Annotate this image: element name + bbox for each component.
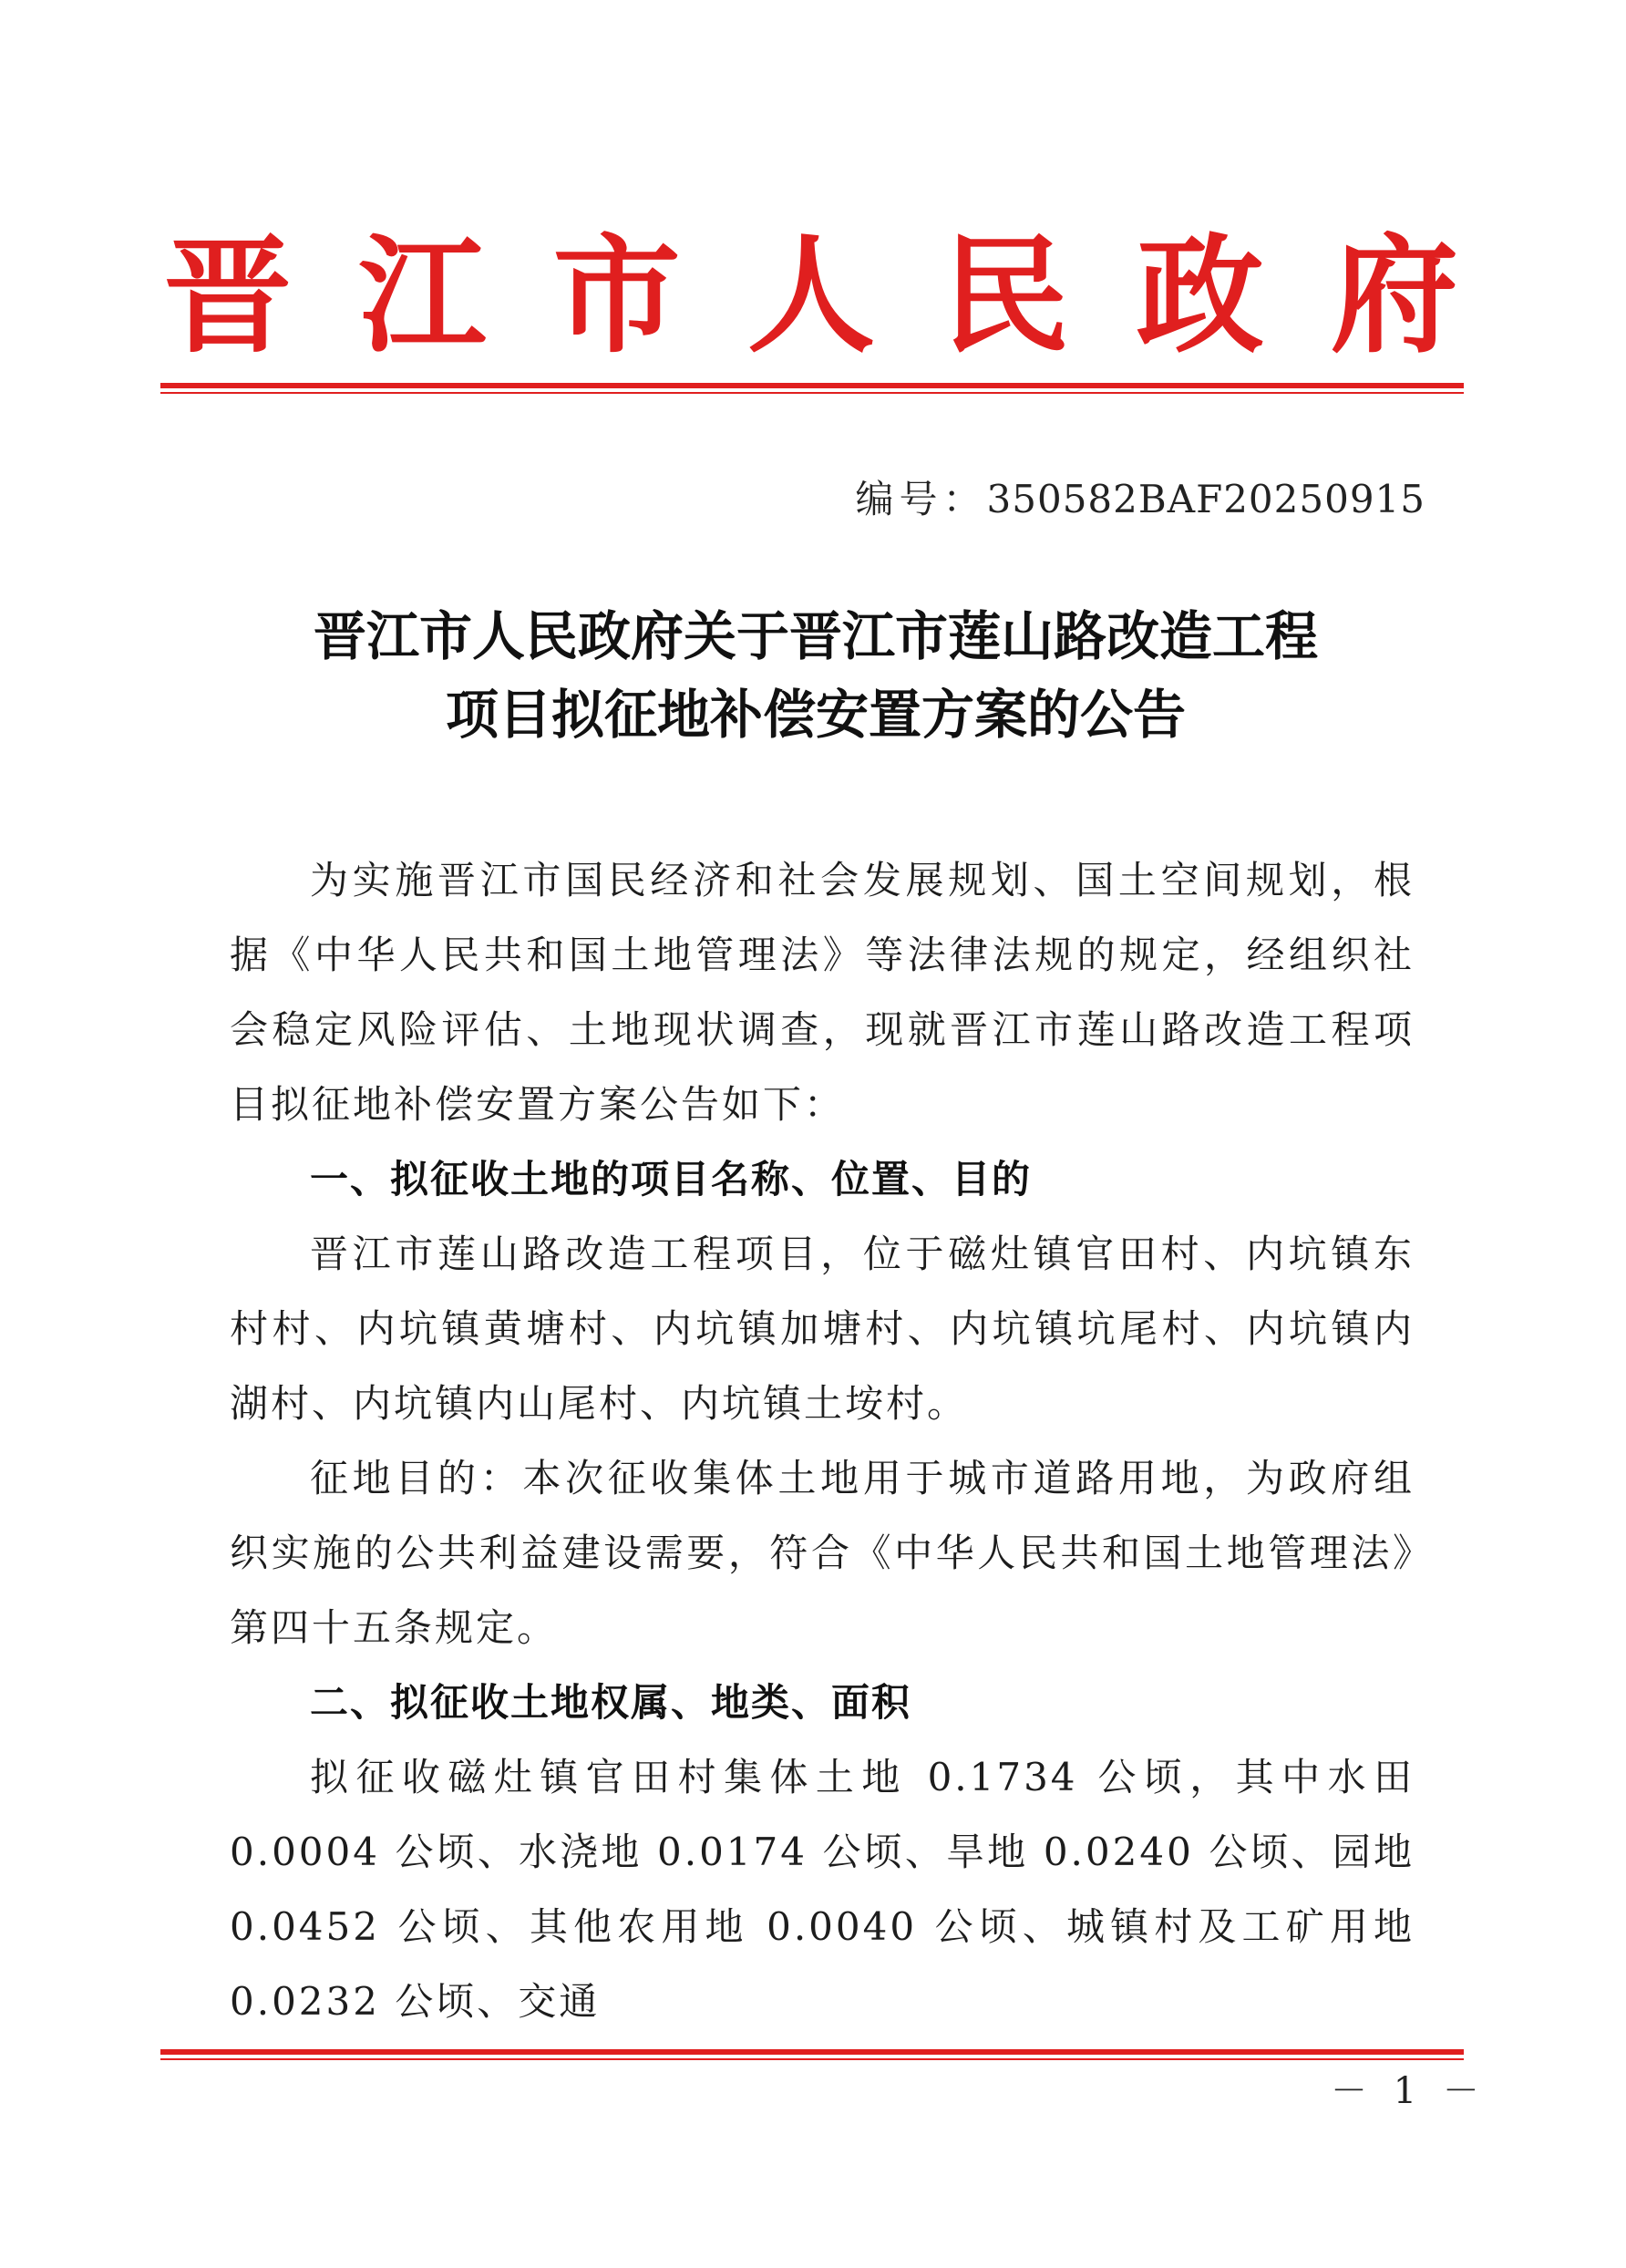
- masthead-char: 政: [1136, 222, 1264, 371]
- document-title: [164, 597, 1467, 754]
- masthead-char: 人: [746, 222, 875, 371]
- section-2-heading: 二、拟征收土地权属、地类、面积: [310, 1680, 912, 1725]
- masthead-char: 晋: [164, 222, 293, 371]
- footer-divider: [160, 2049, 1464, 2060]
- title-line-2: 项目拟征地补偿安置方案的公告: [445, 684, 1186, 746]
- document-number-value: 350582BAF20250915: [986, 477, 1425, 521]
- document-number: [856, 469, 1425, 524]
- intro-paragraph: 为实施晋江市国民经济和社会发展规划、国土空间规划，根据《中华人民共和国土地管理法》等法律法规的规定，经组织社会稳定风险评估、土地现状调查，现就晋江市莲山路改造工程项目拟征地补偿安置方案公告如下：: [230, 858, 1415, 1127]
- masthead-title: [164, 222, 1458, 371]
- title-line-1: 晋江市人民政府关于晋江市莲山路改造工程: [313, 605, 1318, 667]
- section-1-paragraph: 晋江市莲山路改造工程项目，位于磁灶镇官田村、内坑镇东村村、内坑镇黄塘村、内坑镇加塘村、内坑镇坑尾村、内坑镇内湖村、内坑镇内山尾村、内坑镇土垵村。: [230, 1232, 1415, 1426]
- masthead-divider: [160, 383, 1464, 394]
- page-number: － 1 －: [1331, 2070, 1487, 2112]
- document-number-label: 编号：: [855, 477, 987, 521]
- document-body: [230, 843, 1415, 2039]
- masthead-char: 市: [552, 222, 681, 371]
- masthead-char: 江: [358, 222, 487, 371]
- masthead-char: 民: [942, 222, 1070, 371]
- masthead-char: 府: [1330, 222, 1458, 371]
- section-2-paragraph: 拟征收磁灶镇官田村集体土地 0.1734 公顷，其中水田 0.0004 公顷、水浇地 0.0174 公顷、旱地 0.0240 公顷、园地 0.0452 公顷、其他农用地 0.0040 公顷、城镇村及工矿用地 0.0232 公顷、交通: [230, 1755, 1415, 2024]
- section-1-paragraph: 征地目的：本次征收集体土地用于城市道路用地，为政府组织实施的公共利益建设需要，符合《中华人民共和国土地管理法》第四十五条规定。: [230, 1456, 1415, 1650]
- section-1-heading: 一、拟征收土地的项目名称、位置、目的: [310, 1157, 1033, 1201]
